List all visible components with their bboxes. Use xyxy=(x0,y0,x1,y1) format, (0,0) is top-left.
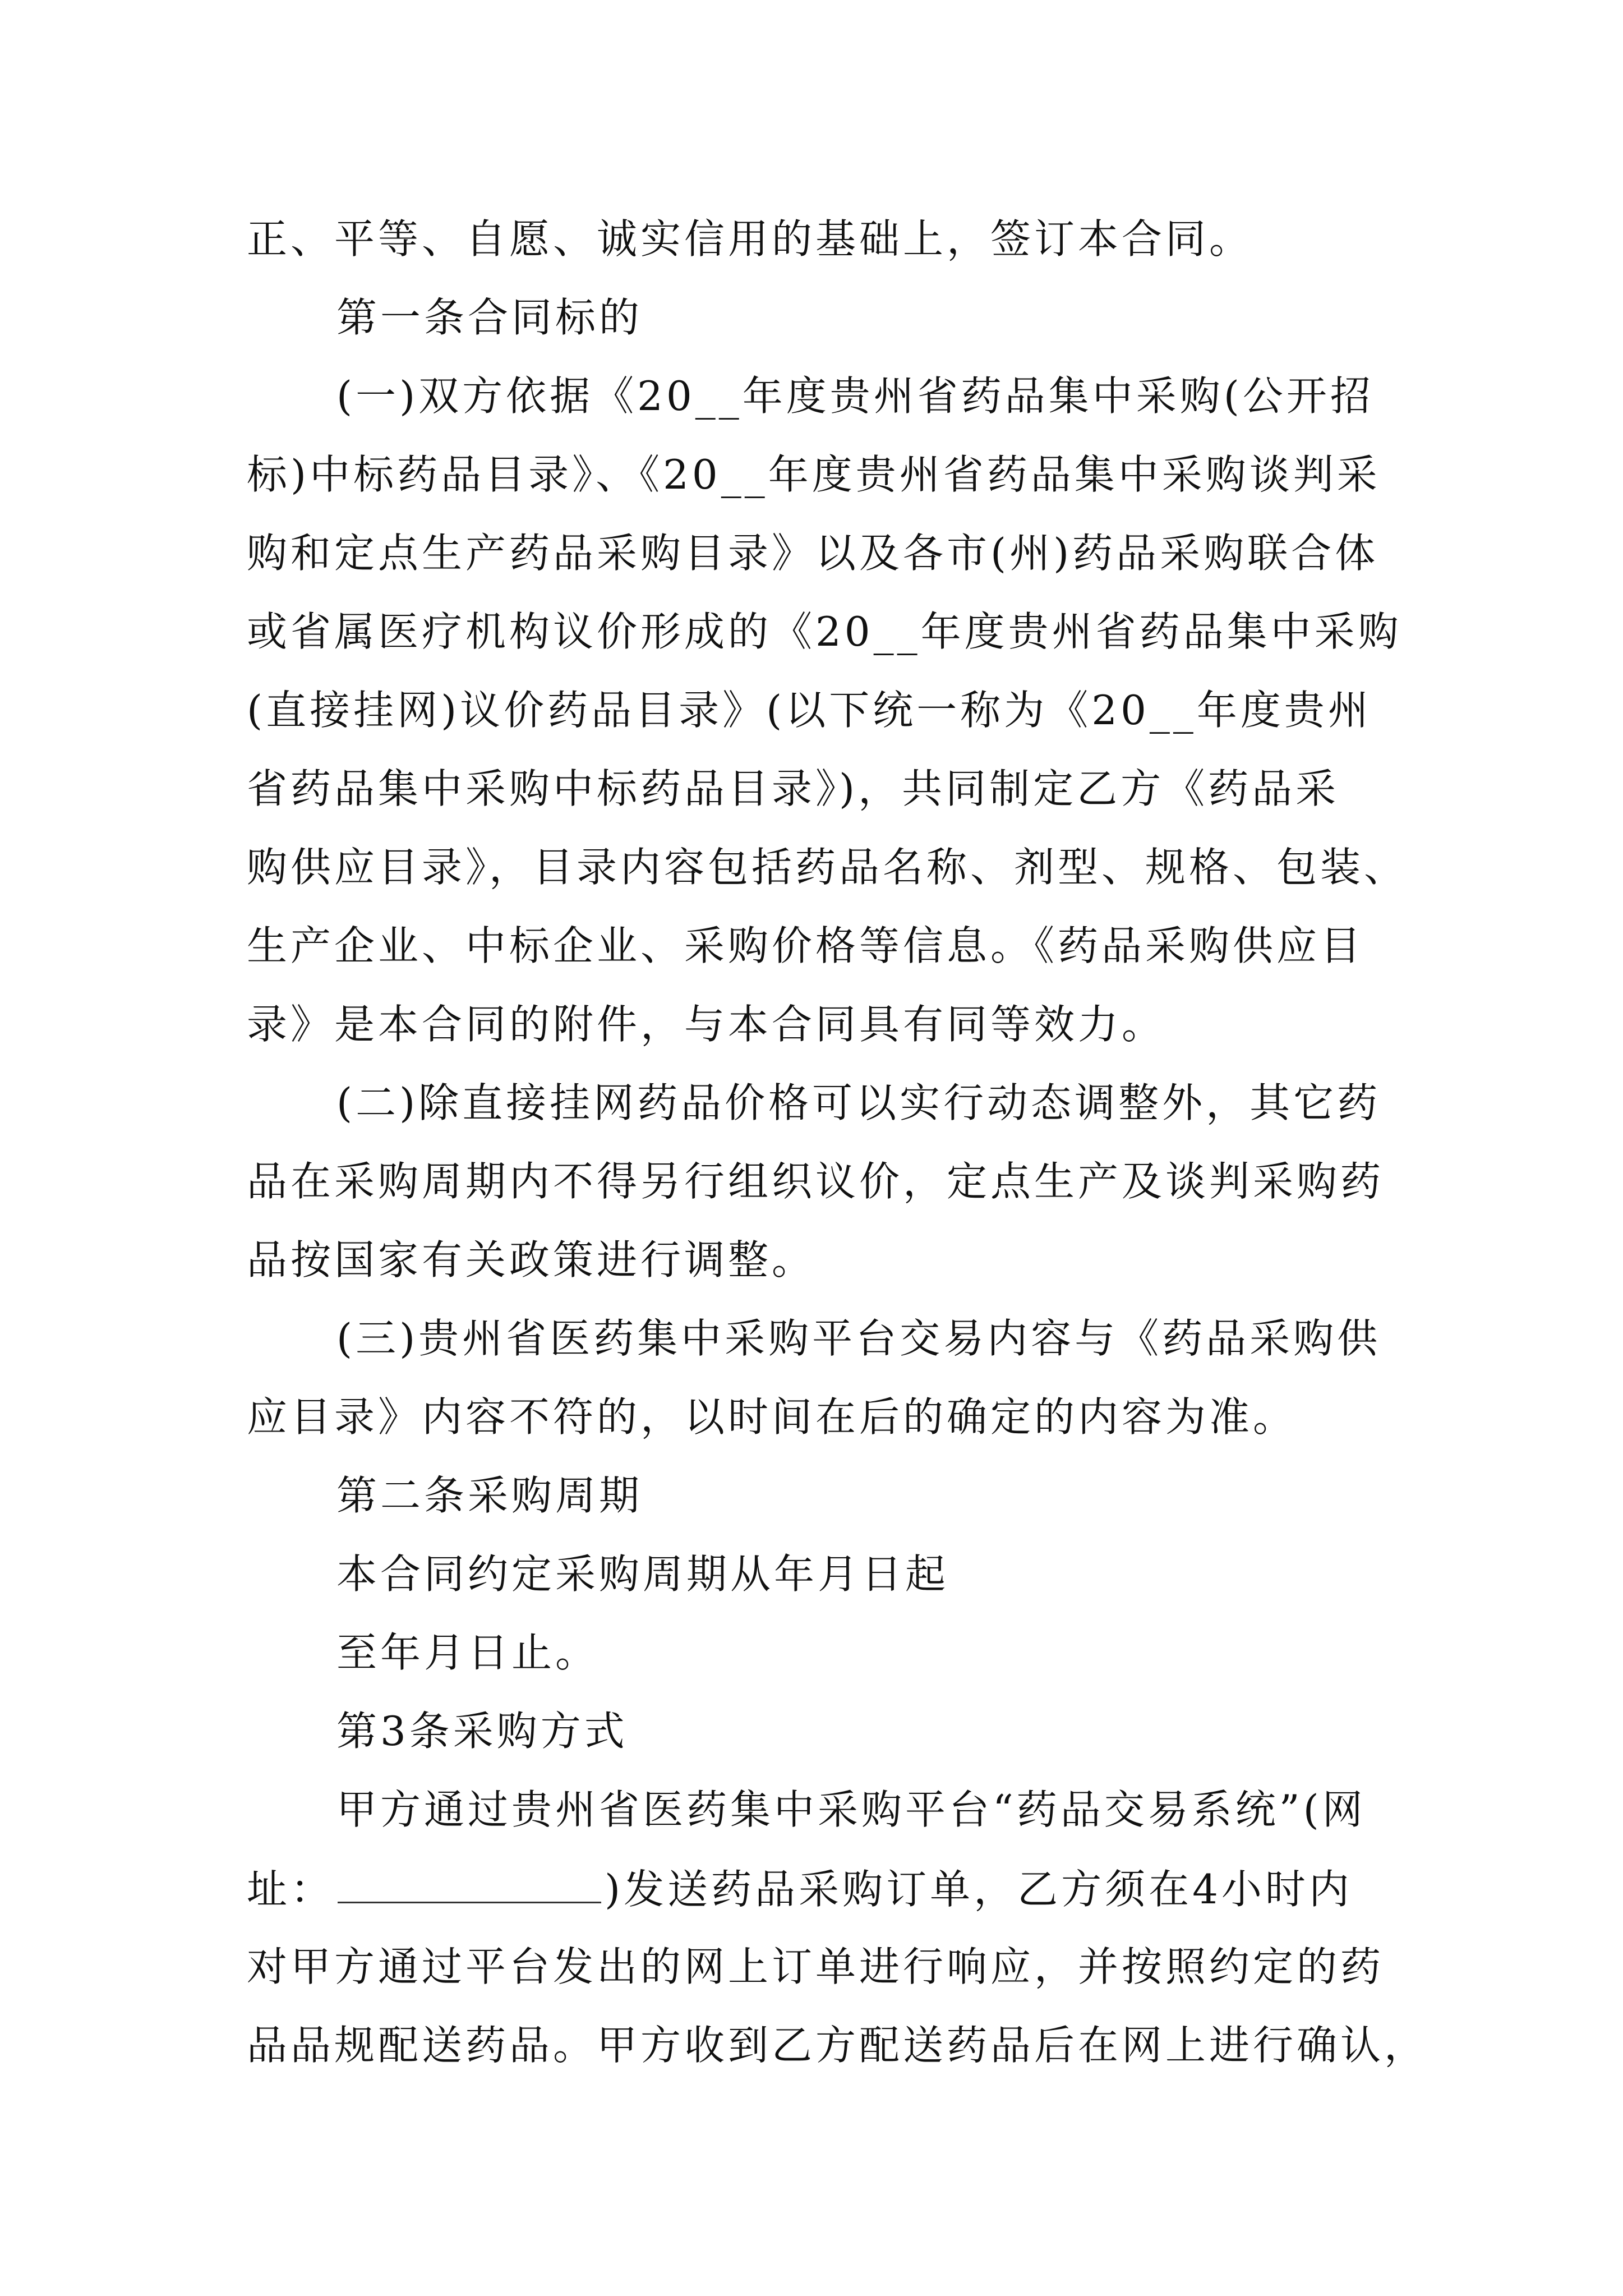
text-line: 本合同约定采购周期从年月日起 xyxy=(336,1550,949,1598)
url-blank xyxy=(338,1861,601,1903)
text-line: 品在采购周期内不得另行组织议价，定点生产及谈判采购药 xyxy=(247,1158,1385,1205)
text-line: 或省属医疗机构议价形成的《20__年度贵州省药品集中采购 xyxy=(247,608,1402,655)
text-line: 购和定点生产药品采购目录》以及各市(州)药品采购联合体 xyxy=(247,530,1379,577)
text-line: 录》是本合同的附件，与本合同具有同等效力。 xyxy=(247,1001,1166,1048)
section-heading: 第一条合同标的 xyxy=(336,294,643,341)
text-line-with-blank xyxy=(247,1861,1353,1916)
text-segment: )发送药品采购订单，乙方须在4小时内 xyxy=(605,1866,1353,1913)
text-line: 甲方通过贵州省医药集中采购平台“药品交易系统”(网 xyxy=(336,1786,1366,1833)
text-line: (直接挂网)议价药品目录》(以下统一称为《20__年度贵州 xyxy=(247,687,1372,734)
text-line: (二)除直接挂网药品价格可以实行动态调整外，其它药 xyxy=(336,1079,1381,1126)
text-line: 正、平等、自愿、诚实信用的基础上，签订本合同。 xyxy=(247,215,1253,263)
text-line: (一)双方依据《20__年度贵州省药品集中采购(公开招 xyxy=(336,372,1374,420)
text-line: 应目录》内容不符的，以时间在后的确定的内容为准。 xyxy=(247,1393,1297,1441)
text-line: 标)中标药品目录》、《20__年度贵州省药品集中采购谈判采 xyxy=(247,451,1381,498)
text-line: 品品规配送药品。甲方收到乙方配送药品后在网上进行确认， xyxy=(247,2022,1428,2069)
text-line: 品按国家有关政策进行调整。 xyxy=(247,1236,816,1283)
text-line: (三)贵州省医药集中采购平台交易内容与《药品采购供 xyxy=(336,1315,1381,1362)
text-line: 对甲方通过平台发出的网上订单进行响应，并按照约定的药 xyxy=(247,1943,1385,1990)
url-label: 址： xyxy=(247,1866,335,1913)
text-line: 生产企业、中标企业、采购价格等信息。《药品采购供应目 xyxy=(247,922,1364,969)
text-line: 购供应目录》，目录内容包括药品名称、剂型、规格、包装、 xyxy=(247,844,1408,891)
text-line: 省药品集中采购中标药品目录》)，共同制定乙方《药品采 xyxy=(247,765,1340,812)
section-heading: 第二条采购周期 xyxy=(336,1472,643,1519)
text-line: 至年月日止。 xyxy=(336,1629,600,1676)
section-heading: 第3条采购方式 xyxy=(336,1708,628,1755)
